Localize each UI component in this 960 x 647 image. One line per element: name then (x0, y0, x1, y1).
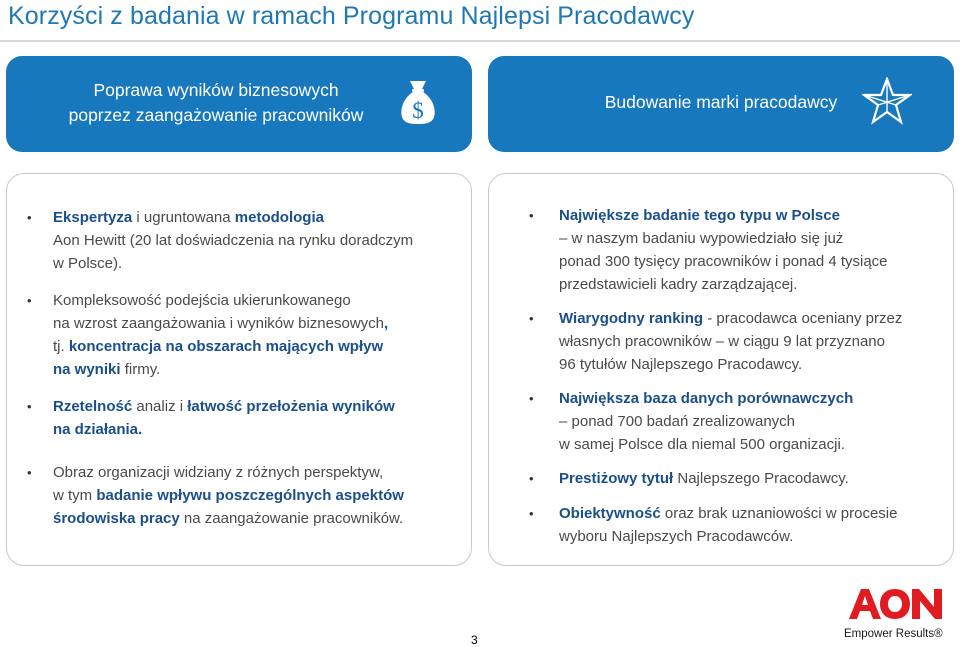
bullet-emphasis: koncentracja na obszarach mających wpływ (68, 338, 384, 355)
bullet-item (27, 461, 463, 530)
right-header-text (582, 90, 860, 115)
right-header-panel (488, 56, 954, 152)
bullet-text: na zaangażowanie pracowników. (179, 510, 404, 527)
bullet-emphasis: na działania. (53, 421, 143, 438)
bullet-emphasis: na wyniki (53, 361, 121, 378)
bullet-item (529, 502, 949, 548)
bullet-item (529, 204, 949, 296)
page-title: Korzyści z badania w ramach Programu Najlepsi Pracodawcy (8, 2, 695, 30)
bullet-item (27, 289, 463, 381)
left-header-line: poprzez zaangażowanie pracowników (68, 105, 364, 125)
bullet-text: Najlepszego Pracodawcy. (673, 470, 849, 487)
bullet-emphasis: łatwość przełożenia wyników (187, 398, 395, 415)
bullet-emphasis: Największe badanie tego typu w Polsce (559, 207, 840, 224)
aon-logo (845, 585, 945, 621)
left-header-line: Poprawa wyników biznesowych (93, 80, 339, 100)
left-content-panel (6, 173, 472, 566)
bullet-item (27, 206, 463, 275)
bullet-item (529, 307, 949, 376)
bullet-text: oraz brak uznaniowości w procesie (660, 505, 898, 522)
bullet-text: własnych pracowników – w ciągu 9 lat przyznano (559, 333, 885, 350)
bullet-emphasis: Obiektywność (559, 505, 661, 522)
bullet-item (529, 467, 949, 490)
bullet-text: wyboru Najlepszych Pracodawców. (559, 528, 794, 545)
bullet-emphasis: Największa baza danych porównawczych (559, 390, 854, 407)
left-bullet-list (27, 206, 463, 530)
bullet-text: na wzrost zaangażowania i wyników biznesowych (53, 315, 384, 332)
bullet-text: – ponad 700 badań zrealizowanych (559, 413, 796, 430)
star-icon (862, 77, 912, 125)
bullet-item (529, 387, 949, 456)
bullet-text: w tym (53, 487, 97, 504)
bullet-text: Aon Hewitt (20 lat doświadczenia na rynku doradczym (53, 232, 414, 249)
title-divider (0, 40, 960, 42)
left-header-panel (6, 56, 472, 152)
bullet-emphasis: Prestiżowy tytuł (559, 470, 674, 487)
bullet-emphasis: środowiska pracy (53, 510, 180, 527)
bullet-item (27, 395, 463, 441)
bullet-text: firmy. (120, 361, 161, 378)
bullet-text: - pracodawca oceniany przez (703, 310, 903, 327)
right-content-panel (488, 173, 954, 566)
bullet-emphasis: Rzetelność (53, 398, 133, 415)
bullet-emphasis: metodologia (234, 209, 324, 226)
bullet-text: 96 tytułów Najlepszego Pracodawcy. (559, 356, 803, 373)
bullet-text: w samej Polsce dla niemal 500 organizacji. (559, 436, 845, 453)
bullet-text: przedstawicieli kadry zarządzającej. (559, 276, 798, 293)
bullet-text: tj. (53, 338, 69, 355)
bullet-text: ponad 300 tysięcy pracowników i ponad 4 tysiące (559, 253, 888, 270)
right-bullet-list (529, 204, 949, 548)
bullet-text: Obraz organizacji widziany z różnych perspektyw, (53, 464, 384, 481)
bullet-emphasis: , (384, 315, 389, 332)
svg-text:$: $ (412, 98, 424, 123)
left-header-text (42, 78, 390, 128)
money-bag-icon (396, 77, 440, 125)
bullet-text: Kompleksowość podejścia ukierunkowanego (53, 292, 351, 309)
bullet-text: analiz i (132, 398, 188, 415)
bullet-emphasis: badanie wpływu poszczególnych aspektów (96, 487, 404, 504)
bullet-text: – w naszym badaniu wypowiedziało się już (559, 230, 844, 247)
bullet-text: w Polsce). (53, 255, 123, 272)
aon-tagline: Empower Results® (844, 628, 943, 640)
bullet-emphasis: Ekspertyza (53, 209, 133, 226)
right-header-line: Budowanie marki pracodawcy (604, 92, 838, 112)
bullet-text: i ugruntowana (132, 209, 235, 226)
bullet-emphasis: Wiarygodny ranking (559, 310, 704, 327)
page-number: 3 (471, 633, 478, 647)
